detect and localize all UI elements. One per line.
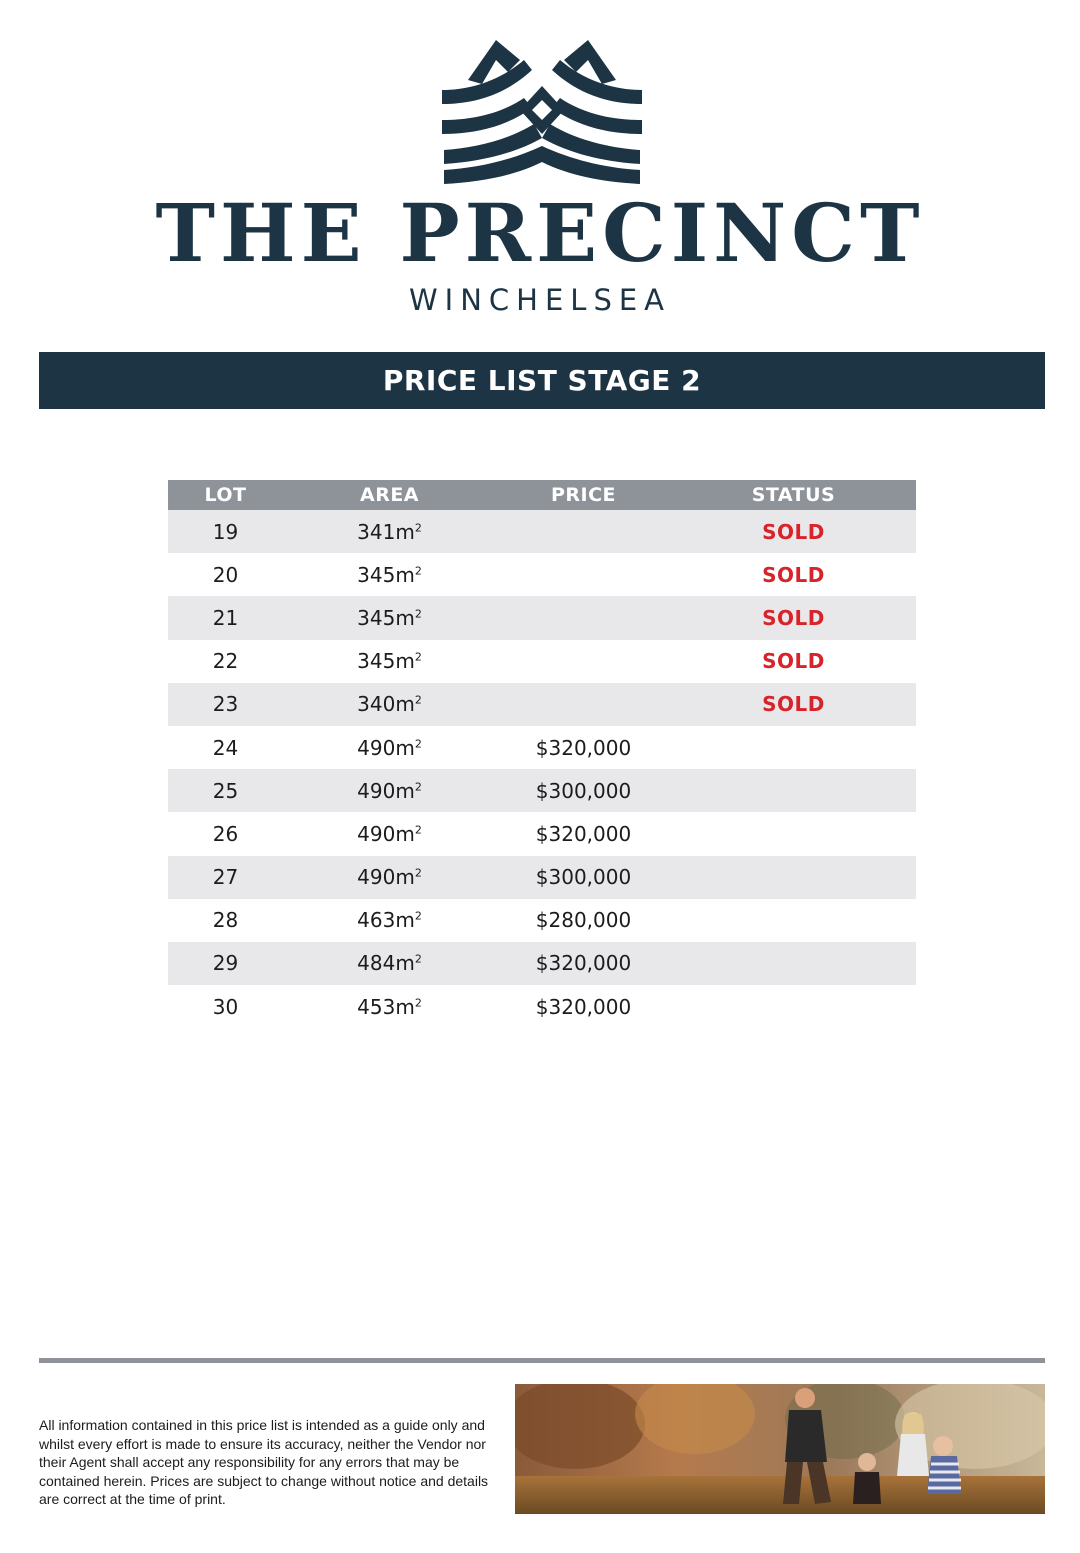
family-photo xyxy=(515,1384,1045,1514)
table-row xyxy=(168,640,916,683)
price-cell xyxy=(496,596,671,639)
area-value: 463 xyxy=(357,908,396,933)
lot-cell: 30 xyxy=(168,985,283,1028)
lot-cell: 23 xyxy=(168,683,283,726)
status-cell: SOLD xyxy=(671,683,916,726)
status-cell xyxy=(671,856,916,899)
area-unit-power: 2 xyxy=(414,780,422,794)
table-row xyxy=(168,769,916,812)
status-cell: SOLD xyxy=(671,640,916,683)
area-unit-power: 2 xyxy=(414,909,422,923)
area-cell xyxy=(283,812,496,855)
header-price: PRICE xyxy=(496,480,671,510)
status-cell xyxy=(671,985,916,1028)
price-cell xyxy=(496,640,671,683)
lot-cell: 25 xyxy=(168,769,283,812)
status-cell: SOLD xyxy=(671,510,916,553)
price-cell: $320,000 xyxy=(496,985,671,1028)
lot-cell: 29 xyxy=(168,942,283,985)
disclaimer-text: All information contained in this price list is intended as a guide only and whilst every effort is made to ensure its accuracy, neither the Vendor nor their Agent shall accept any responsibility for any errors that may be contained herein. Prices are subject to change without notice and details are correct at the time of print. xyxy=(39,1417,489,1508)
status-cell: SOLD xyxy=(671,596,916,639)
status-cell xyxy=(671,899,916,942)
lot-cell: 24 xyxy=(168,726,283,769)
area-value: 490 xyxy=(357,865,396,890)
area-cell xyxy=(283,985,496,1028)
area-value: 340 xyxy=(357,692,396,717)
area-unit: m xyxy=(395,519,415,544)
lot-cell: 27 xyxy=(168,856,283,899)
table-row xyxy=(168,510,916,553)
lot-cell: 28 xyxy=(168,899,283,942)
price-table xyxy=(168,480,916,1028)
area-unit: m xyxy=(395,692,415,717)
price-cell: $280,000 xyxy=(496,899,671,942)
area-unit: m xyxy=(395,994,415,1019)
area-unit: m xyxy=(395,778,415,803)
area-unit-power: 2 xyxy=(414,693,422,707)
area-unit-power: 2 xyxy=(414,607,422,621)
area-unit-power: 2 xyxy=(414,823,422,837)
area-cell xyxy=(283,640,496,683)
brand-subtitle: WINCHELSEA xyxy=(408,283,672,317)
area-value: 453 xyxy=(357,994,396,1019)
price-cell xyxy=(496,683,671,726)
area-cell xyxy=(283,553,496,596)
table-row xyxy=(168,726,916,769)
area-value: 490 xyxy=(357,735,396,760)
area-unit: m xyxy=(395,562,415,587)
price-cell xyxy=(496,510,671,553)
brand-title: THE PRECINCT xyxy=(155,186,925,280)
area-unit: m xyxy=(395,605,415,630)
price-list-banner: PRICE LIST STAGE 2 xyxy=(39,352,1045,409)
area-unit-power: 2 xyxy=(414,736,422,750)
area-cell xyxy=(283,856,496,899)
area-value: 341 xyxy=(357,519,396,544)
area-cell xyxy=(283,510,496,553)
area-unit: m xyxy=(395,865,415,890)
lot-cell: 26 xyxy=(168,812,283,855)
price-cell: $300,000 xyxy=(496,856,671,899)
area-unit: m xyxy=(395,649,415,674)
area-value: 345 xyxy=(357,562,396,587)
header-area: AREA xyxy=(283,480,496,510)
area-unit-power: 2 xyxy=(414,866,422,880)
status-cell xyxy=(671,942,916,985)
area-cell xyxy=(283,769,496,812)
area-cell xyxy=(283,942,496,985)
area-cell xyxy=(283,596,496,639)
status-cell xyxy=(671,726,916,769)
area-unit-power: 2 xyxy=(414,520,422,534)
table-row xyxy=(168,683,916,726)
lot-cell: 22 xyxy=(168,640,283,683)
lot-cell: 19 xyxy=(168,510,283,553)
area-unit-power: 2 xyxy=(414,952,422,966)
area-unit: m xyxy=(395,821,415,846)
price-cell: $320,000 xyxy=(496,812,671,855)
table-row xyxy=(168,942,916,985)
table-row xyxy=(168,596,916,639)
area-value: 345 xyxy=(357,649,396,674)
header-status: STATUS xyxy=(671,480,916,510)
status-cell: SOLD xyxy=(671,553,916,596)
area-cell xyxy=(283,899,496,942)
price-cell: $320,000 xyxy=(496,942,671,985)
area-cell xyxy=(283,683,496,726)
area-value: 484 xyxy=(357,951,396,976)
status-cell xyxy=(671,812,916,855)
area-value: 345 xyxy=(357,605,396,630)
price-cell xyxy=(496,553,671,596)
table-row xyxy=(168,856,916,899)
table-row xyxy=(168,985,916,1028)
area-unit: m xyxy=(395,951,415,976)
area-cell xyxy=(283,726,496,769)
area-unit: m xyxy=(395,735,415,760)
status-cell xyxy=(671,769,916,812)
area-unit-power: 2 xyxy=(414,650,422,664)
table-row xyxy=(168,899,916,942)
area-unit-power: 2 xyxy=(414,996,422,1009)
lot-cell: 20 xyxy=(168,553,283,596)
table-header-row xyxy=(168,480,916,510)
area-unit-power: 2 xyxy=(414,564,422,578)
precinct-logo-icon xyxy=(438,38,646,188)
table-row xyxy=(168,812,916,855)
area-unit: m xyxy=(395,908,415,933)
lot-cell: 21 xyxy=(168,596,283,639)
table-row xyxy=(168,553,916,596)
price-cell: $320,000 xyxy=(496,726,671,769)
area-value: 490 xyxy=(357,821,396,846)
table-body xyxy=(168,510,916,1028)
header-lot: LOT xyxy=(168,480,283,510)
footer-divider xyxy=(39,1358,1045,1363)
area-value: 490 xyxy=(357,778,396,803)
price-cell: $300,000 xyxy=(496,769,671,812)
